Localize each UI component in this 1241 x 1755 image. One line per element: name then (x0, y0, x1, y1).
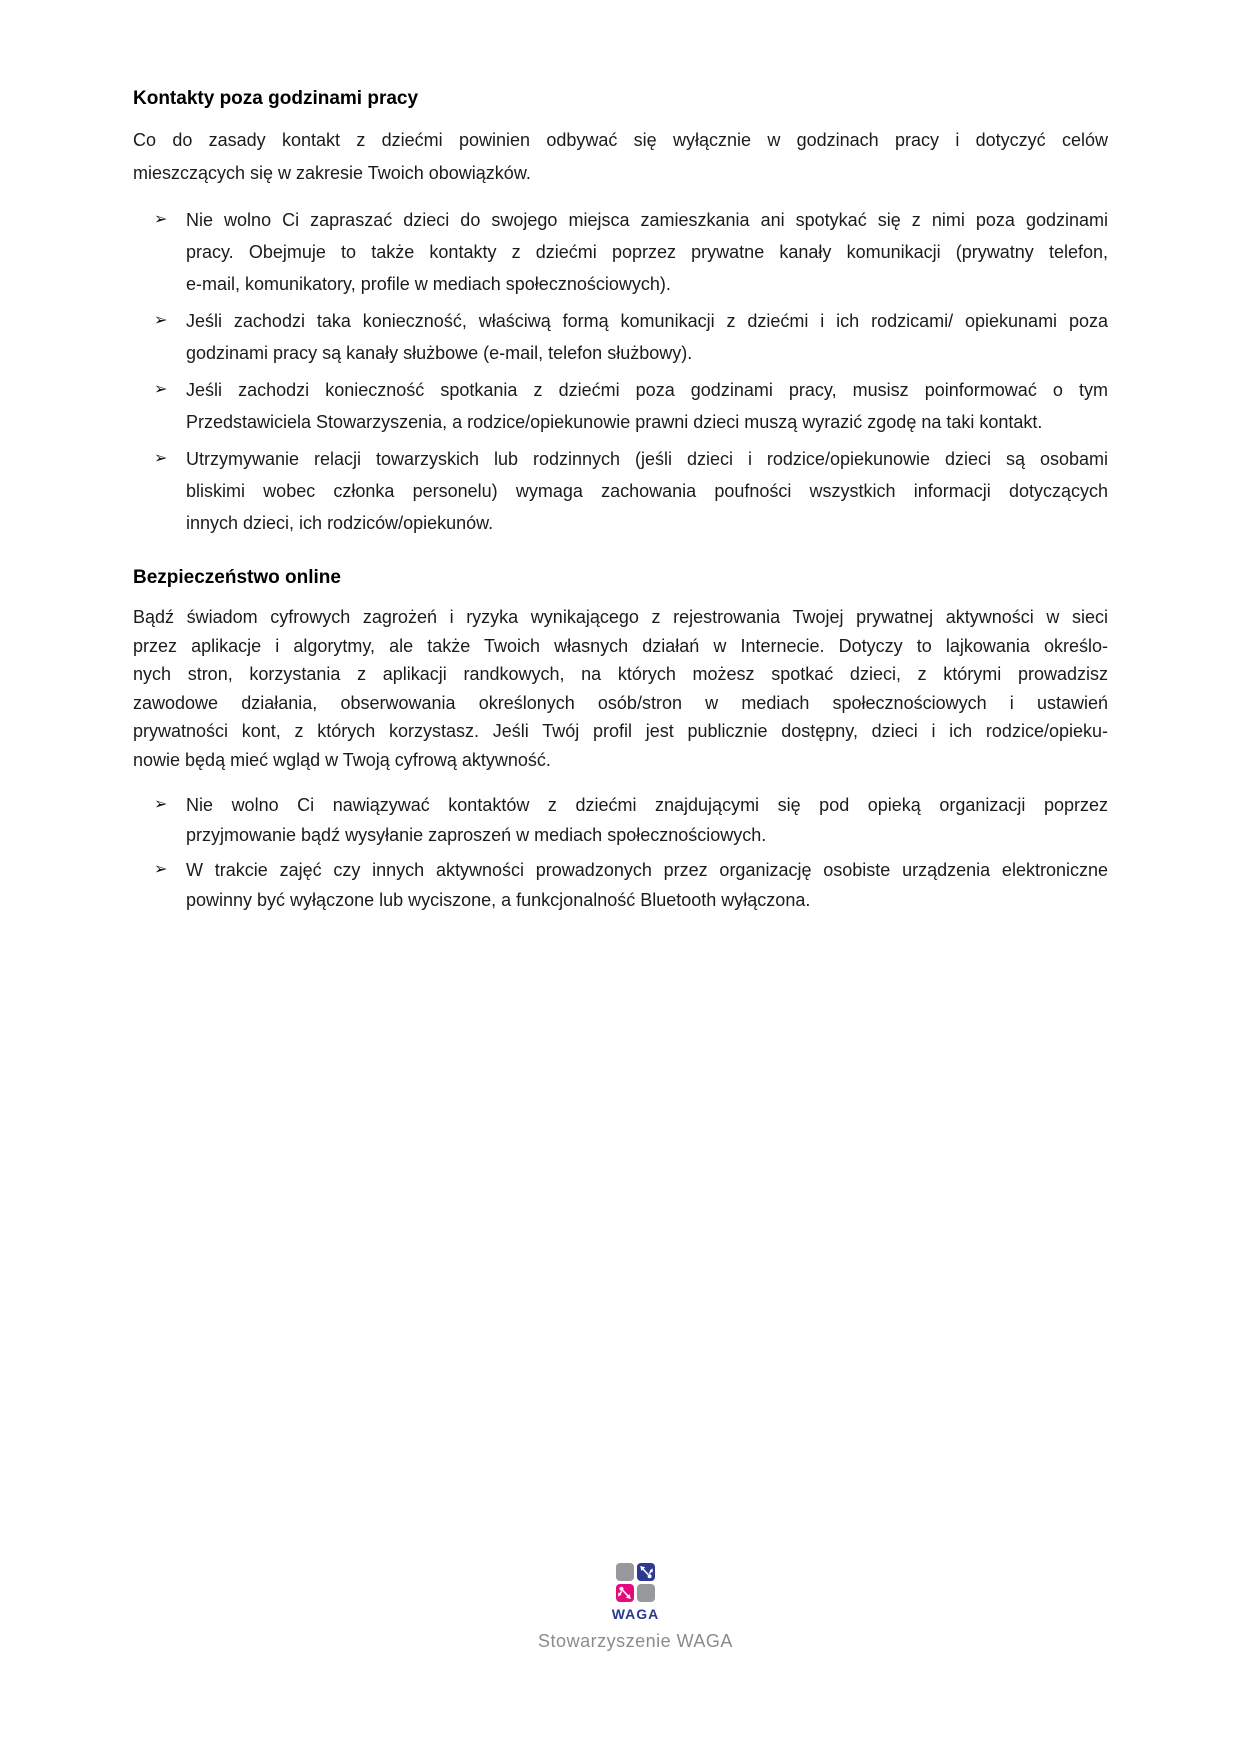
text-line: innych dzieci, ich rodziców/opiekunów. (186, 513, 494, 533)
bullet-arrow-icon: ➢ (154, 211, 168, 228)
intro-paragraph (133, 124, 1108, 190)
logo-square-top-left (616, 1563, 634, 1581)
bullet-item (133, 305, 1108, 369)
text-line: pracy. Obejmuje to także kontakty z dziećmi poprzez prywatne kanały komunikacji (prywatny telefon, (186, 242, 1108, 262)
text-line: Jeśli zachodzi konieczność spotkania z dziećmi poza godzinami pracy, musisz poinformować o tym (186, 380, 1108, 400)
bullet-text (186, 790, 1108, 850)
text-line: Bądź świadom cyfrowych zagrożeń i ryzyka wynikającego z rejestrowania Twojej prywatnej aktywności w sieci (133, 607, 1108, 627)
bullet-item (133, 443, 1108, 539)
text-line: Utrzymywanie relacji towarzyskich lub rodzinnych (jeśli dzieci i rodzice/opiekunowie dzieci są osobami (186, 449, 1108, 469)
text-line: Nie wolno Ci zapraszać dzieci do swojego miejsca zamieszkania ani spotykać się z nimi poza godzinami (186, 210, 1108, 230)
bullet-text (186, 443, 1108, 539)
text-line: godzinami pracy są kanały służbowe (e-mail, telefon służbowy). (186, 343, 693, 363)
bullet-item (133, 374, 1108, 438)
text-line: Co do zasady kontakt z dziećmi powinien odbywać się wyłącznie w godzinach pracy i dotyczyć celów (133, 130, 1108, 150)
text-line: przez aplikacje i algorytmy, ale także Twoich własnych działań w Internecie. Dotyczy to lajkowania określo- (133, 635, 1108, 656)
logo-square-top-right (637, 1563, 655, 1581)
bullet-arrow-icon: ➢ (154, 381, 168, 398)
logo-square-bottom-left (616, 1584, 634, 1602)
bullet-item (133, 855, 1108, 915)
bullet-text (186, 305, 1108, 369)
text-line: Przedstawiciela Stowarzyszenia, a rodzice/opiekunowie prawni dzieci muszą wyrazić zgodę na taki kontakt. (186, 412, 1043, 432)
footer-logo (30, 1563, 1241, 1652)
bullet-arrow-icon: ➢ (154, 861, 168, 878)
text-line: powinny być wyłączone lub wyciszone, a funkcjonalność Bluetooth wyłączona. (186, 890, 811, 910)
text-line: Jeśli zachodzi taka konieczność, właściwą formą komunikacji z dziećmi i ich rodzicami/ opiekunami poza (186, 311, 1108, 331)
logo-wordmark: WAGA (611, 1606, 660, 1622)
bullet-list (133, 204, 1108, 539)
bullet-arrow-icon: ➢ (154, 450, 168, 467)
logo-square-bottom-right (637, 1584, 655, 1602)
section-contacts-outside-work (133, 86, 1108, 539)
text-line: nych stron, korzystania z aplikacji randkowych, na których możesz spotkać dzieci, z którymi prowadzisz (133, 664, 1108, 684)
text-line: mieszczących się w zakresie Twoich obowiązków. (133, 163, 531, 183)
bullet-arrow-icon: ➢ (154, 796, 168, 813)
document-content (133, 86, 1108, 915)
branching-arrows-icon (616, 1584, 634, 1602)
intro-paragraph (133, 603, 1108, 774)
section-heading: Bezpieczeństwo online (133, 567, 341, 588)
bullet-text (186, 855, 1108, 915)
text-line: zawodowe działania, obserwowania określonych osób/stron w mediach społecznościowych i ustawień (133, 692, 1108, 713)
waga-logo (616, 1563, 655, 1602)
bullet-text (186, 204, 1108, 300)
text-line: Nie wolno Ci nawiązywać kontaktów z dziećmi znajdującymi się pod opieką organizacji poprzez (186, 795, 1108, 815)
logo-caption: Stowarzyszenie WAGA (538, 1631, 733, 1651)
text-line: W trakcie zajęć czy innych aktywności prowadzonych przez organizację osobiste urządzenia elektroniczne (186, 860, 1108, 880)
text-line: bliskimi wobec członka personelu) wymaga zachowania poufności wszystkich informacji dotyczących (186, 481, 1108, 501)
bullet-item (133, 790, 1108, 850)
bullet-list (133, 790, 1108, 915)
bullet-item (133, 204, 1108, 300)
text-line: prywatności kont, z których korzystasz. Jeśli Twój profil jest publicznie dostępny, dzieci i ich rodzice/opieku- (133, 721, 1108, 741)
section-online-safety (133, 565, 1108, 915)
text-line: przyjmowanie bądź wysyłanie zaproszeń w mediach społecznościowych. (186, 825, 767, 845)
text-line: nowie będą mieć wgląd w Twoją cyfrową aktywność. (133, 749, 551, 770)
section-heading: Kontakty poza godzinami pracy (133, 88, 419, 109)
text-line: e-mail, komunikatory, profile w mediach społecznościowych). (186, 274, 671, 294)
bullet-arrow-icon: ➢ (154, 312, 168, 329)
bullet-text (186, 374, 1108, 438)
branching-arrows-icon (637, 1563, 655, 1581)
